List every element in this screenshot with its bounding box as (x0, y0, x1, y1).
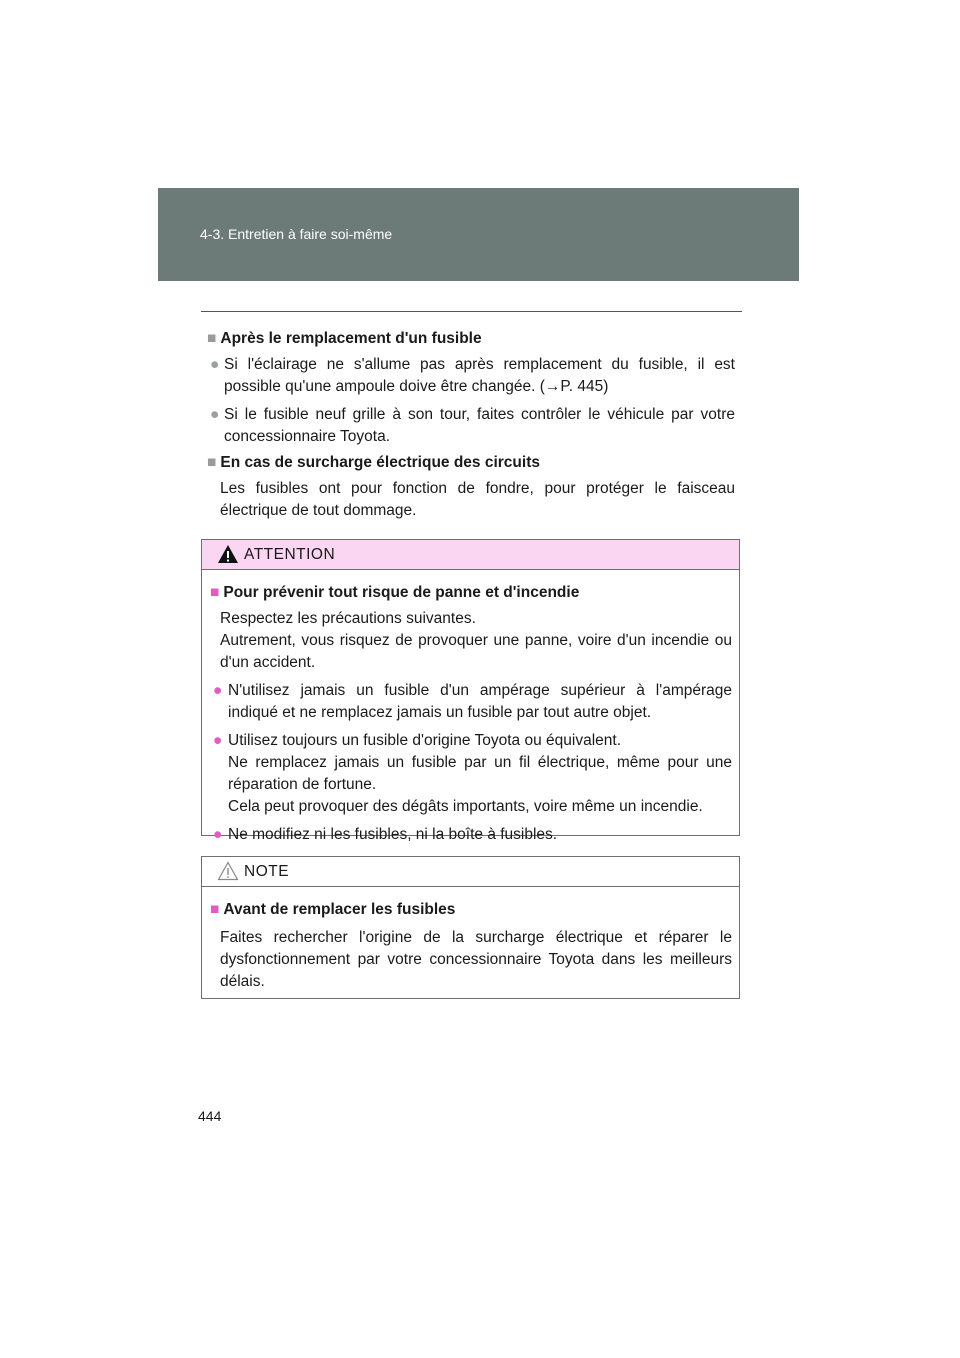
caution-triangle-icon (217, 861, 239, 881)
attention-title: ■ Pour prévenir tout risque de panne et d'incendie (210, 584, 580, 601)
attention-header (202, 540, 739, 570)
square-bullet-icon: ■ (210, 584, 220, 601)
main-content (207, 328, 735, 522)
square-bullet-icon: ■ (207, 330, 217, 347)
list-item: ● Ne modifiez ni les fusibles, ni la boîte à fusibles. (210, 824, 732, 846)
round-bullet-icon: ● (210, 406, 220, 423)
round-bullet-icon: ● (213, 732, 223, 749)
note-title: ■ Avant de remplacer les fusibles (210, 901, 456, 918)
note-label: NOTE (244, 863, 290, 880)
page-number: 444 (198, 1108, 222, 1124)
section-title-overload: ■ En cas de surcharge électrique des circuits (207, 454, 540, 471)
attention-intro: Respectez les précautions suivantes. (220, 610, 476, 627)
list-item: ● Utilisez toujours un fusible d'origine Toyota ou équivalent. Ne remplacez jamais un fusible par un fil électrique, même pour une réparation de fortune. Cela peut provoquer des dégâts importants, voire même un incendie. (213, 732, 732, 815)
section-title-after-replacement: ■ Après le remplacement d'un fusible (207, 330, 482, 347)
note-box (201, 856, 740, 999)
note-text: Faites rechercher l'origine de la surcharge électrique et réparer le dysfonctionnement par votre concessionnaire Toyota dans les meilleurs délais. (220, 929, 732, 990)
list-item: ● Si le fusible neuf grille à son tour, faites contrôler le véhicule par votre concessionnaire Toyota. (210, 406, 735, 445)
square-bullet-icon: ■ (210, 901, 220, 918)
header-rule (201, 311, 742, 312)
attention-box (201, 539, 740, 843)
attention-intro: Autrement, vous risquez de provoquer une panne, voire d'un incendie ou d'un accident. (220, 632, 732, 671)
round-bullet-icon: ● (213, 682, 223, 699)
chapter-header (158, 188, 799, 281)
note-body (202, 887, 739, 993)
section-text: Les fusibles ont pour fonction de fondre, pour protéger le faisceau électrique de tout dommage. (220, 480, 735, 519)
attention-label: ATTENTION (244, 546, 336, 563)
square-bullet-icon: ■ (207, 454, 217, 471)
attention-body (202, 570, 739, 846)
list-item: ● Si l'éclairage ne s'allume pas après remplacement du fusible, il est possible qu'une ampoule doive être changée. (→P. 445) (210, 356, 735, 395)
note-header (202, 857, 739, 887)
chapter-title: 4-3. Entretien à faire soi-même (200, 226, 393, 242)
round-bullet-icon: ● (213, 826, 223, 843)
round-bullet-icon: ● (210, 356, 220, 373)
list-item: ● N'utilisez jamais un fusible d'un ampérage supérieur à l'ampérage indiqué et ne remplacez jamais un fusible par tout autre objet. (213, 682, 732, 721)
warning-triangle-icon (217, 544, 239, 564)
